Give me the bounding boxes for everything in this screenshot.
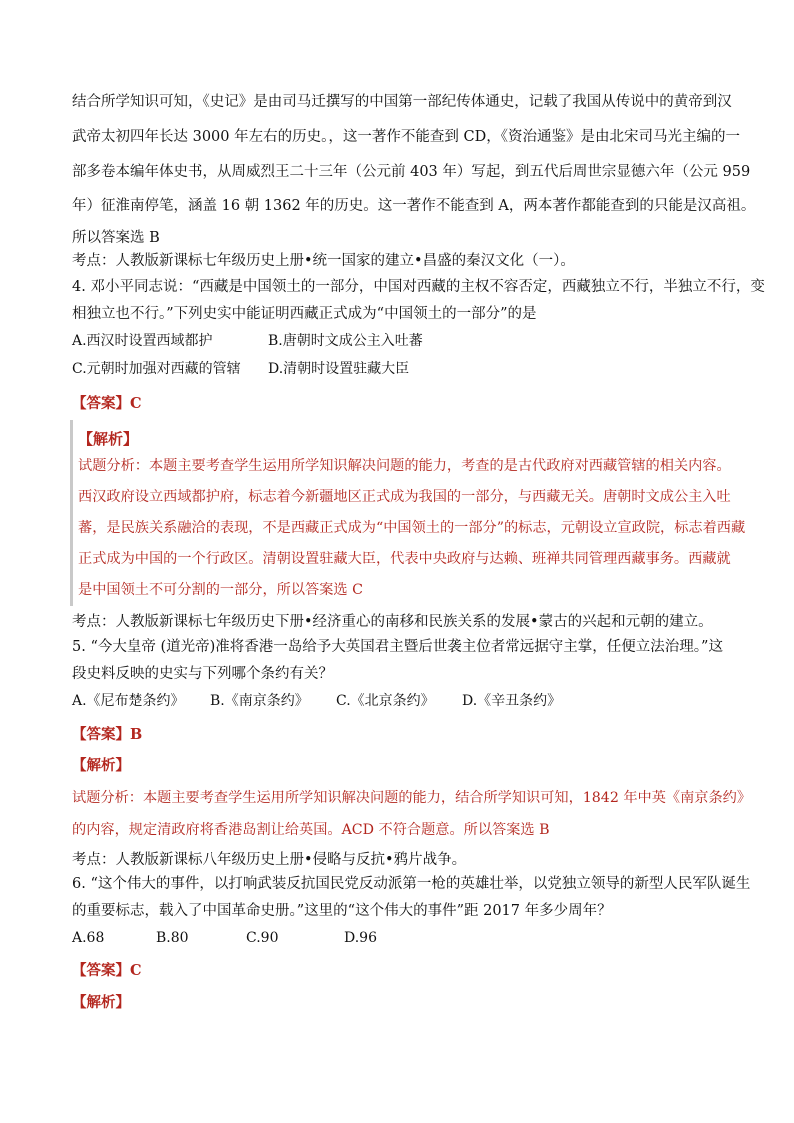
analysis-box	[70, 420, 729, 606]
q4-option-d: D.清朝时设置驻藏大臣	[268, 361, 410, 377]
q4-analysis-heading: 【解析】	[78, 430, 139, 448]
q5-analysis-line: 试题分析：本题主要考查学生运用所学知识解决问题的能力，结合所学知识可知，1842 年中英《南京条约》	[72, 790, 752, 806]
analysis-line: 武帝太初四年长达 3000 年左右的历史。，这一著作不能查到 CD，《资治通鉴》是由北宋司马光主编的一	[72, 129, 740, 145]
question-6-stem: 6. “这个伟大的事件，以打响武装反抗国民党反动派第一枪的英雄壮举，以党独立领导的新型人民军队诞生	[72, 876, 751, 892]
question-5-stem: 5. “今大皇帝 (道光帝)准将香港一岛给予大英国君主暨后世袭主位者常远据守主掌，任便立法治理。”这	[72, 639, 723, 655]
question-4-stem: 4. 邓小平同志说：“西藏是中国领土的一部分，中国对西藏的主权不容否定，西藏独立不行，半独立不行，变	[72, 279, 765, 295]
question-4-stem-cont: 相独立也不行。”下列史实中能证明西藏正式成为“中国领土的一部分”的是	[72, 306, 537, 322]
q6-answer: 【答案】C	[72, 962, 142, 979]
q4-option-c: C.元朝时加强对西藏的管辖	[72, 361, 241, 377]
q4-option-b: B.唐朝时文成公主入吐蕃	[268, 333, 423, 349]
q5-analysis-line: 的内容，规定清政府将香港岛割让给英国。ACD 不符合题意。所以答案选 B	[72, 822, 550, 838]
q4-analysis-line: 是中国领土不可分割的一部分，所以答案选 C	[78, 582, 363, 598]
q4-answer: 【答案】C	[72, 395, 142, 412]
q6-analysis-heading: 【解析】	[72, 994, 130, 1011]
analysis-line: 年）征淮南停笔，涵盖 16 朝 1362 年的历史。这一著作不能查到 A，两本著作都能查到的只能是汉高祖。	[72, 198, 756, 214]
q6-option-c: C.90	[246, 930, 279, 946]
q5-option-c: C.《北京条约》	[336, 693, 435, 709]
kaodian-text: 考点：人教版新课标七年级历史下册•经济重心的南移和民族关系的发展•蒙古的兴起和元朝的建立。	[72, 614, 713, 630]
question-5-stem-cont: 段史料反映的史实与下列哪个条约有关？	[72, 666, 333, 682]
q4-analysis-line: 西汉政府设立西域都护府，标志着今新疆地区正式成为我国的一部分，与西藏无关。唐朝时文成公主入吐	[78, 489, 731, 505]
question-6-stem-cont: 的重要标志，载入了中国革命史册。”这里的“这个伟大的事件”距 2017 年多少周年？	[72, 903, 612, 919]
q4-analysis-line: 试题分析：本题主要考查学生运用所学知识解决问题的能力，考查的是古代政府对西藏管辖的相关内容。	[78, 458, 731, 474]
kaodian-text: 考点：人教版新课标八年级历史上册•侵略与反抗•鸦片战争。	[72, 852, 467, 868]
analysis-line: 所以答案选 B	[72, 230, 160, 246]
q5-option-a: A.《尼布楚条约》	[72, 693, 185, 709]
kaodian-text: 考点：人教版新课标七年级历史上册•统一国家的建立•昌盛的秦汉文化（一）。	[72, 253, 575, 269]
q5-answer: 【答案】B	[72, 726, 143, 743]
q5-analysis-heading: 【解析】	[72, 757, 130, 774]
analysis-line: 结合所学知识可知，《史记》是由司马迁撰写的中国第一部纪传体通史，记载了我国从传说中的黄帝到汉	[72, 94, 732, 110]
q5-option-d: D.《辛丑条约》	[462, 693, 562, 709]
q6-option-a: A.68	[72, 930, 105, 946]
q4-analysis-line: 蕃，是民族关系融洽的表现，不是西藏正式成为“中国领土的一部分”的标志，元朝设立宣政院，标志着西藏	[78, 520, 746, 536]
q5-option-b: B.《南京条约》	[210, 693, 309, 709]
q6-option-d: D.96	[344, 930, 377, 946]
q6-option-b: B.80	[156, 930, 189, 946]
analysis-line: 部多卷本编年体史书，从周威烈王二十三年（公元前 403 年）写起，到五代后周世宗显德六年（公元 959	[72, 164, 751, 180]
q4-analysis-line: 正式成为中国的一个行政区。清朝设置驻藏大臣，代表中央政府与达赖、班禅共同管理西藏事务。西藏就	[78, 551, 731, 567]
q4-option-a: A.西汉时设置西域都护	[72, 333, 213, 349]
